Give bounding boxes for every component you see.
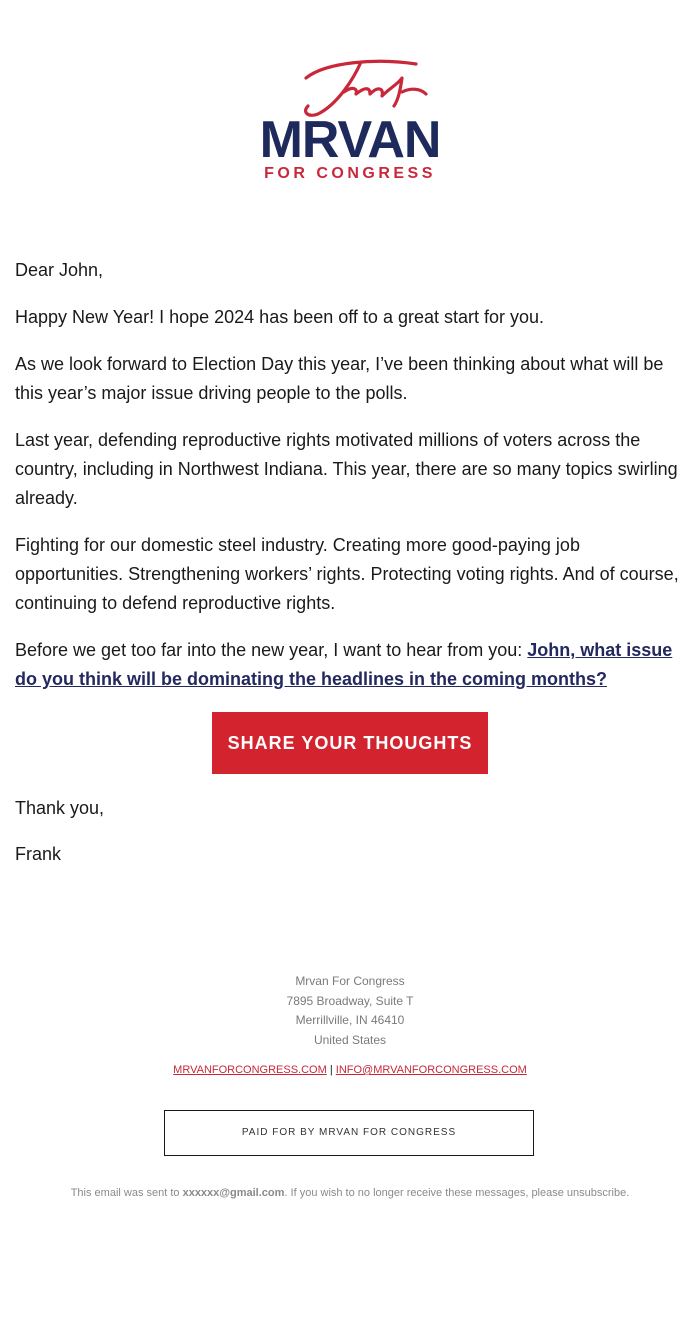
- recipient-email: xxxxxx@gmail.com: [182, 1187, 285, 1199]
- footer-street: 7895 Broadway, Suite T: [286, 993, 414, 1008]
- footer-address: [0, 972, 700, 1050]
- logo-wordmark: MRVAN: [259, 111, 441, 169]
- signoff: [15, 794, 104, 886]
- survey-question-link[interactable]: John, what issue do you think will be dominating the headlines in the coming months?: [15, 640, 673, 689]
- campaign-logo: [228, 48, 473, 200]
- unsub-lead: This email was sent to: [70, 1187, 183, 1199]
- greeting: Dear John,: [15, 260, 104, 280]
- signature: Frank: [15, 844, 62, 864]
- paragraph-5-lead: Before we get too far into the new year, I want to hear from you:: [15, 640, 528, 660]
- paragraph-5: [15, 636, 687, 694]
- closing: Thank you,: [15, 798, 105, 818]
- email-link[interactable]: INFO@MRVANFORCONGRESS.COM: [335, 1064, 527, 1076]
- unsubscribe-notice: [0, 1187, 700, 1199]
- paid-for-disclaimer: PAID FOR BY MRVAN FOR CONGRESS: [164, 1110, 534, 1156]
- footer-city: Merrillville, IN 46410: [295, 1013, 405, 1027]
- cta-container: [0, 712, 700, 774]
- share-thoughts-button[interactable]: SHARE YOUR THOUGHTS: [212, 712, 488, 774]
- paragraph-4: Fighting for our domestic steel industry. Creating more good-paying job opportunities. Strengthening workers’ rights. Protecting voting rights. And of course, continuing to defend reproductive rights.: [15, 535, 679, 613]
- footer-links: [0, 1064, 700, 1076]
- logo-tagline: FOR CONGRESS: [264, 165, 436, 182]
- link-separator: |: [329, 1064, 333, 1076]
- paragraph-3: Last year, defending reproductive rights motivated millions of voters across the country, including in Northwest Indiana. This year, there are so many topics swirling already.: [15, 430, 678, 508]
- unsub-tail: . If you wish to no longer receive these messages, please unsubscribe.: [284, 1187, 630, 1199]
- footer-country: United States: [313, 1032, 387, 1047]
- paragraph-1: Happy New Year! I hope 2024 has been off to a great start for you.: [15, 307, 545, 327]
- footer-org: Mrvan For Congress: [295, 974, 405, 988]
- letter-body: [15, 256, 687, 712]
- website-link[interactable]: MRVANFORCONGRESS.COM: [173, 1064, 327, 1076]
- paragraph-2: As we look forward to Election Day this year, I’ve been thinking about what will be this year’s major issue driving people to the polls.: [15, 354, 664, 403]
